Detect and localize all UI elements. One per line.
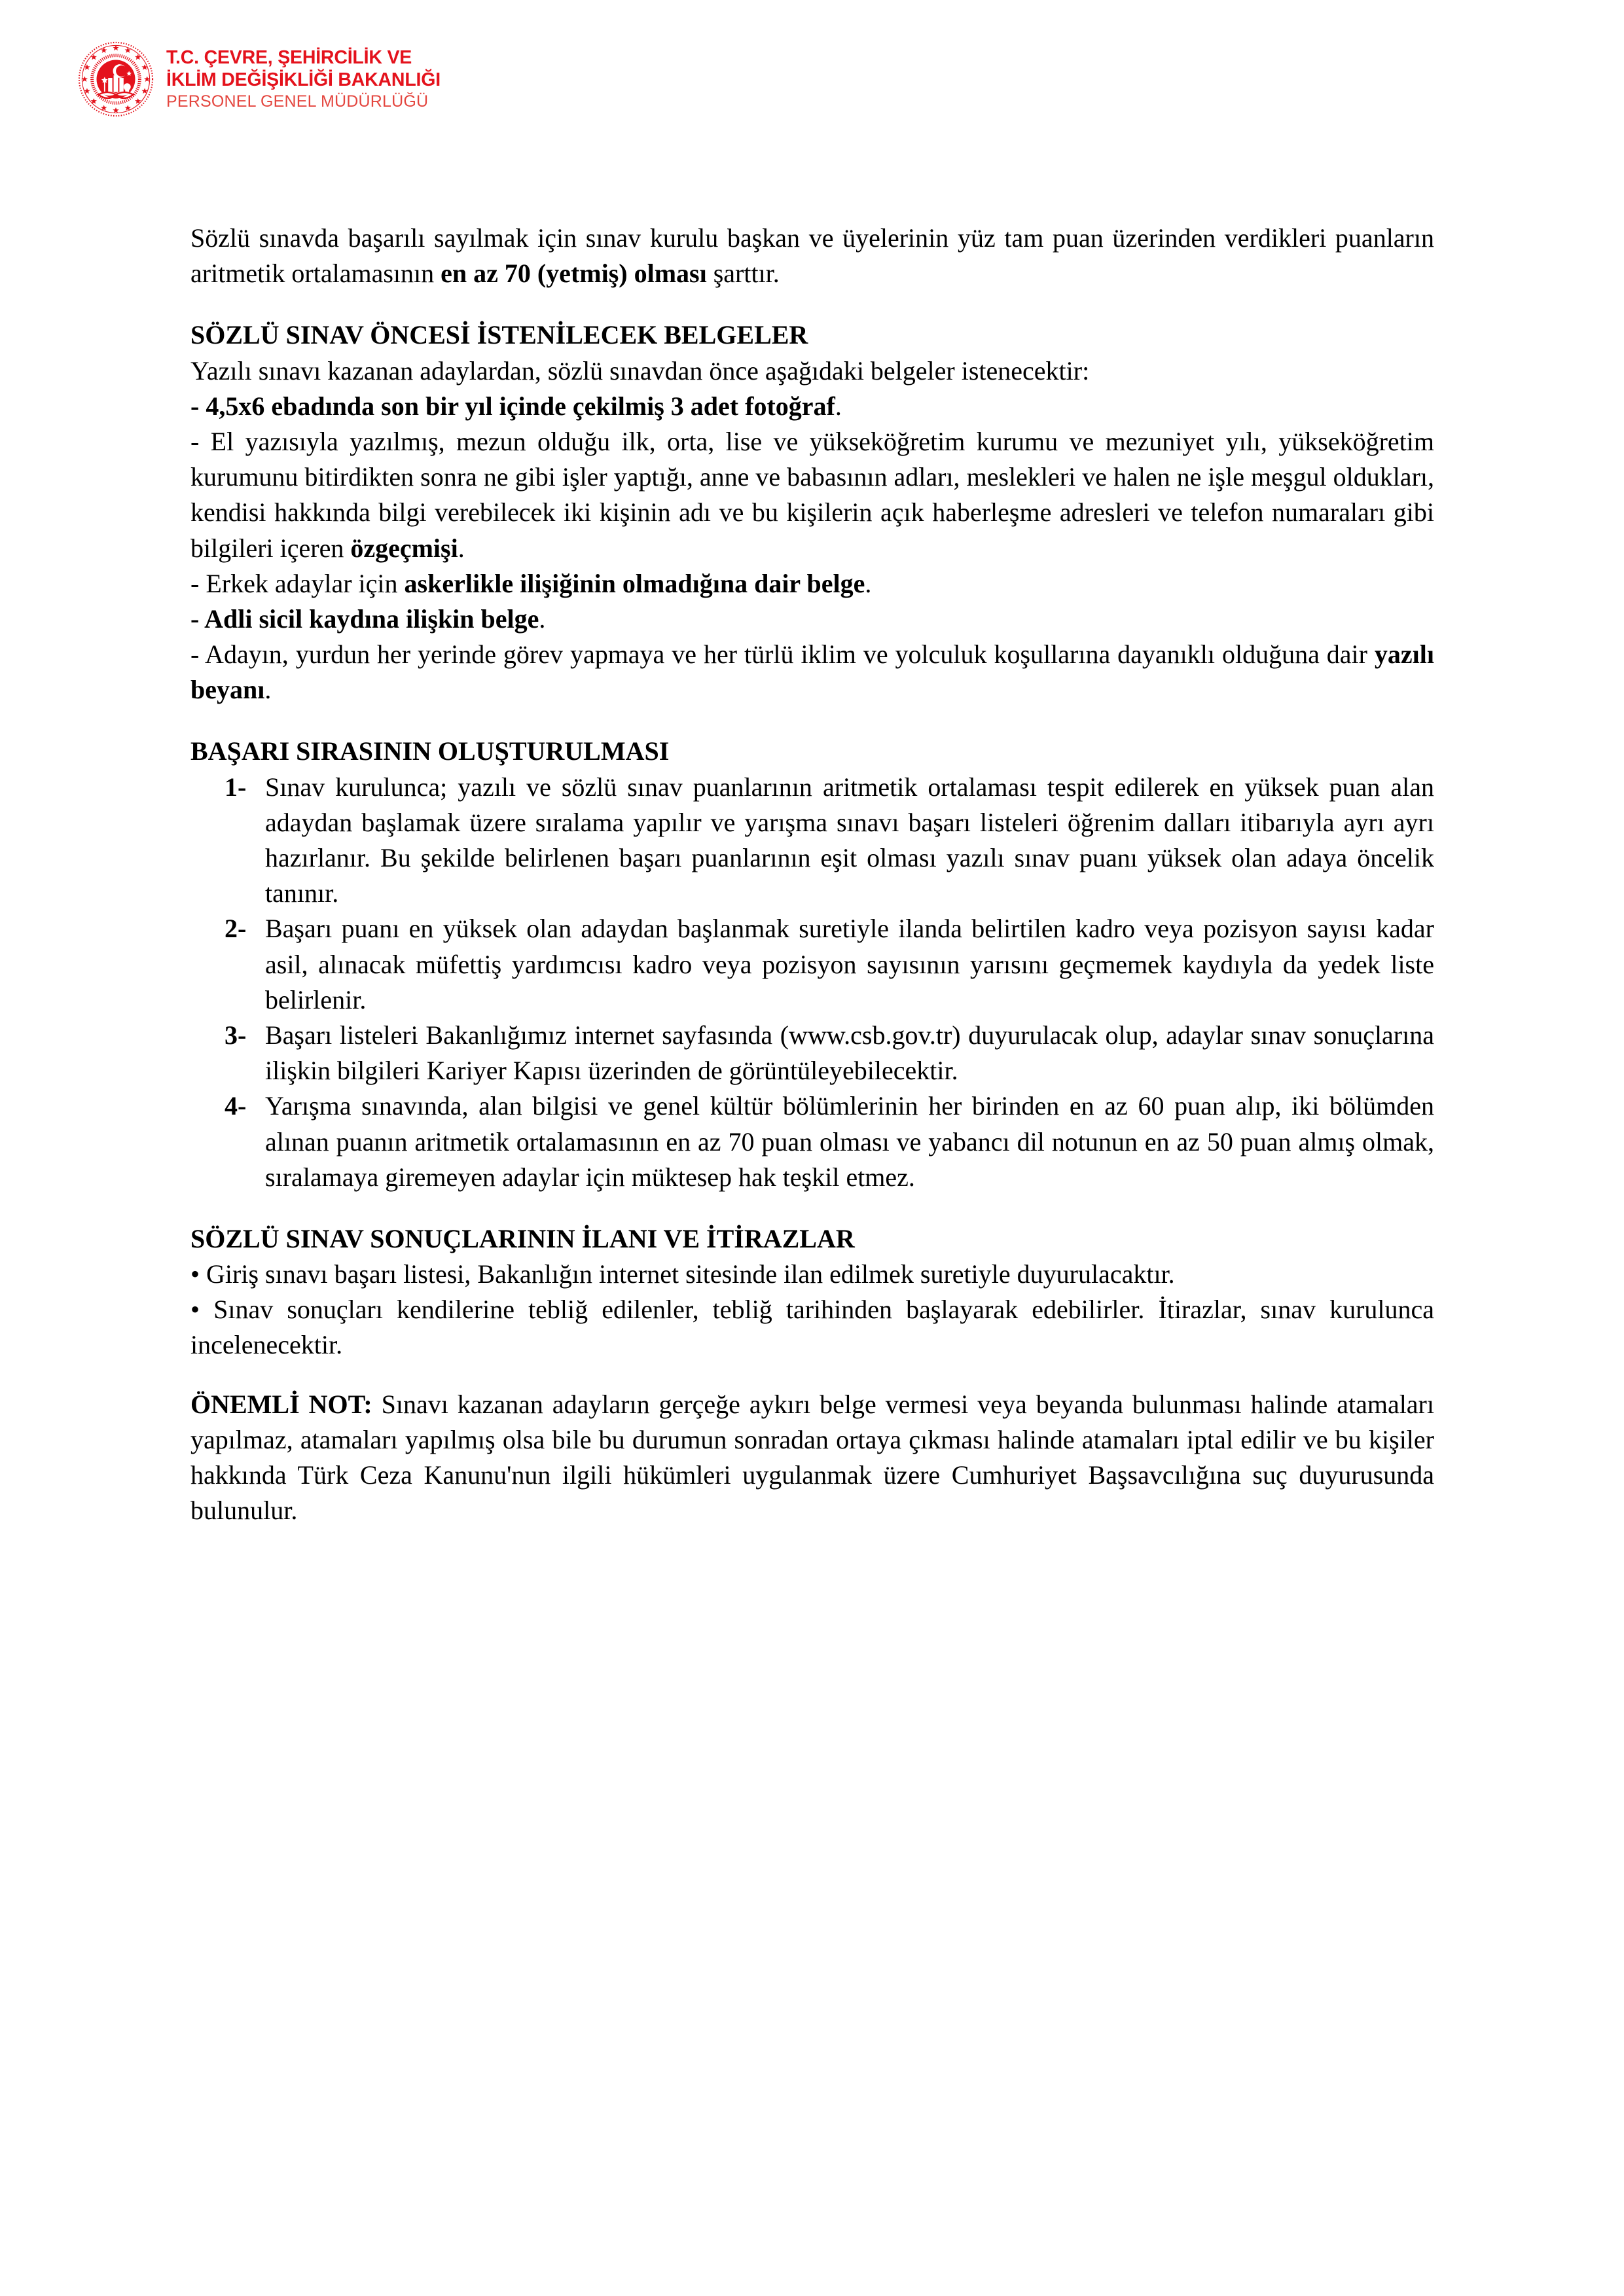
documents-lead-text: Yazılı sınavı kazanan adaylardan, sözlü sınavdan önce aşağıdaki belgeler istenecektir:	[190, 355, 1090, 386]
important-note-label: ÖNEMLİ NOT:	[190, 1389, 372, 1419]
ranking-numbered-list	[190, 770, 1434, 1195]
results-bullet-announcement-text: Giriş sınavı başarı listesi, Bakanlığın internet sitesinde ilan edilmek suretiyle duyurulacaktır.	[206, 1259, 1175, 1289]
letterhead-text	[166, 48, 441, 110]
document-item-declaration-bold: yazılı beyanı	[190, 639, 1434, 705]
ranking-item-text: Başarı puanı en yüksek olan adaydan başlanmak suretiyle ilanda belirtilen kadro veya pozisyon sayısı kadar asil, alınacak müfettiş yardımcısı kadro veya pozisyon sayısının yarısını geçmemek kaydıyla da yedek liste belirlenir.	[265, 914, 1434, 1014]
document-item-criminal-record-bold: - Adli sicil kaydına ilişkin belge	[190, 603, 539, 634]
ministry-name-line-2: İKLİM DEĞİŞİKLİĞİ BAKANLIĞI	[166, 69, 441, 90]
section-heading-documents: SÖZLÜ SINAV ÖNCESİ İSTENİLECEK BELGELER	[190, 320, 808, 350]
results-bullet-objection	[190, 1292, 1434, 1363]
letterhead	[77, 41, 441, 118]
bullet-symbol: •	[190, 1259, 200, 1289]
results-bullet-objection-text2: edebilirler. İtirazlar, sınav kurulunca incelenecektir.	[190, 1295, 1435, 1360]
ranking-item-marker: 2-	[225, 914, 247, 944]
bullet-symbol: •	[190, 1295, 200, 1325]
turkish-ministry-emblem-icon	[77, 41, 154, 118]
document-item-cv-tail: .	[458, 533, 465, 563]
important-note-text: Sınavı kazanan adayların gerçeğe aykırı belge vermesi veya beyanda bulunması halinde atamaları yapılmaz, atamaları yapılmış olsa bile bu durumun sonradan ortaya çıkması halinde atamaları iptal edilir ve bu kişiler hakkında Türk Ceza Kanunu'nun ilgili hükümleri uygulanmak üzere Cumhuriyet Başsavcılığına suç duyurusunda bulunulur.	[190, 1389, 1434, 1526]
ranking-item-text: Başarı listeleri Bakanlığımız internet sayfasında (www.csb.gov.tr) duyurulacak olup, adaylar sınav sonuçlarına ilişkin bilgileri Kariyer Kapısı üzerinden de görüntüleyebilecektir.	[265, 1020, 1434, 1086]
document-item-military-tail: .	[865, 568, 872, 598]
document-item-cv-bold: özgeçmişi	[350, 533, 458, 563]
intro-text-before: Sözlü sınavda başarılı sayılmak için sınav kurulu başkan ve üyelerinin yüz tam puan üzerinden verdikleri puanların aritmetik ortalamasının	[190, 223, 1434, 289]
intro-text-after: şarttır.	[706, 259, 780, 289]
results-bullet-announcement	[190, 1257, 1434, 1292]
ranking-item-text: Yarışma sınavında, alan bilgisi ve genel kültür bölümlerinin her birinden en az 60 puan alıp, iki bölümden alınan puanın aritmetik ortalamasının en az 70 puan olması ve yabancı dil notunun en az 50 puan almış olmak, sıralamaya giremeyen adaylar için müktesep hak teşkil etmez.	[265, 1091, 1434, 1192]
section-heading-ranking: BAŞARI SIRASININ OLUŞTURULMASI	[190, 736, 670, 766]
document-item-declaration-text: - Adayın, yurdun her yerinde görev yapmaya ve her türlü iklim ve yolculuk koşullarına dayanıklı olduğuna dair	[190, 639, 1375, 670]
important-note-paragraph	[190, 1387, 1434, 1529]
document-item-photo	[190, 389, 1434, 424]
ministry-name-line-1: T.C. ÇEVRE, ŞEHİRCİLİK VE	[166, 47, 412, 68]
document-item-military-text: - Erkek adaylar için	[190, 568, 405, 598]
ranking-list-item	[190, 770, 1434, 912]
section-heading-results: SÖZLÜ SINAV SONUÇLARININ İLANI VE İTİRAZLAR	[190, 1223, 855, 1253]
document-item-criminal-record-tail: .	[539, 603, 546, 634]
intro-paragraph	[190, 221, 1434, 291]
document-item-criminal-record	[190, 601, 1434, 637]
document-item-declaration-tail: .	[264, 675, 272, 705]
document-item-photo-bold: - 4,5x6 ebadında son bir yıl içinde çekilmiş 3 adet fotoğraf	[190, 391, 835, 421]
intro-bold-requirement: en az 70 (yetmiş) olması	[441, 259, 707, 289]
document-item-photo-tail: .	[835, 391, 842, 421]
results-bullet-objection-text1: Sınav sonuçları kendilerine tebliğ edilenler, tebliğ tarihinden başlayarak	[213, 1295, 1032, 1325]
document-item-cv-text: - El yazısıyla yazılmış, mezun olduğu ilk, orta, lise ve yükseköğretim kurumu ve mezuniyet yılı, yükseköğretim kurumunu bitirdikten sonra ne gibi işler yaptığı, anne ve babasının adları, meslekleri ve halen ne işle meşgul oldukları, kendisi hakkında bilgi verebilecek iki kişinin adı ve bu kişilerin açık haberleşme adresleri ve telefon numaraları gibi bilgileri içeren	[190, 426, 1434, 563]
document-item-military-bold: askerlikle ilişiğinin olmadığına dair belge	[404, 568, 865, 598]
ranking-list-item	[190, 1088, 1434, 1195]
ranking-list-item	[190, 911, 1434, 1018]
ranking-item-marker: 1-	[225, 772, 247, 802]
ranking-item-text: Sınav kurulunca; yazılı ve sözlü sınav puanlarının aritmetik ortalaması tespit edilerek en yüksek puan alan adaydan başlamak üzere sıralama yapılır ve yarışma sınavı başarı listeleri öğrenim dalları itibarıyla ayrı ayrı hazırlanır. Bu şekilde belirlenen başarı puanlarının eşit olması yazılı sınav puanı yüksek olan adaya öncelik tanınır.	[265, 772, 1434, 908]
ranking-list-item	[190, 1018, 1434, 1088]
document-item-declaration	[190, 637, 1434, 708]
ranking-item-marker: 4-	[225, 1091, 247, 1121]
document-item-cv	[190, 424, 1434, 566]
department-name: PERSONEL GENEL MÜDÜRLÜĞÜ	[166, 92, 429, 111]
document-body	[190, 221, 1434, 1528]
ranking-item-marker: 3-	[225, 1020, 247, 1050]
document-item-military	[190, 566, 1434, 601]
